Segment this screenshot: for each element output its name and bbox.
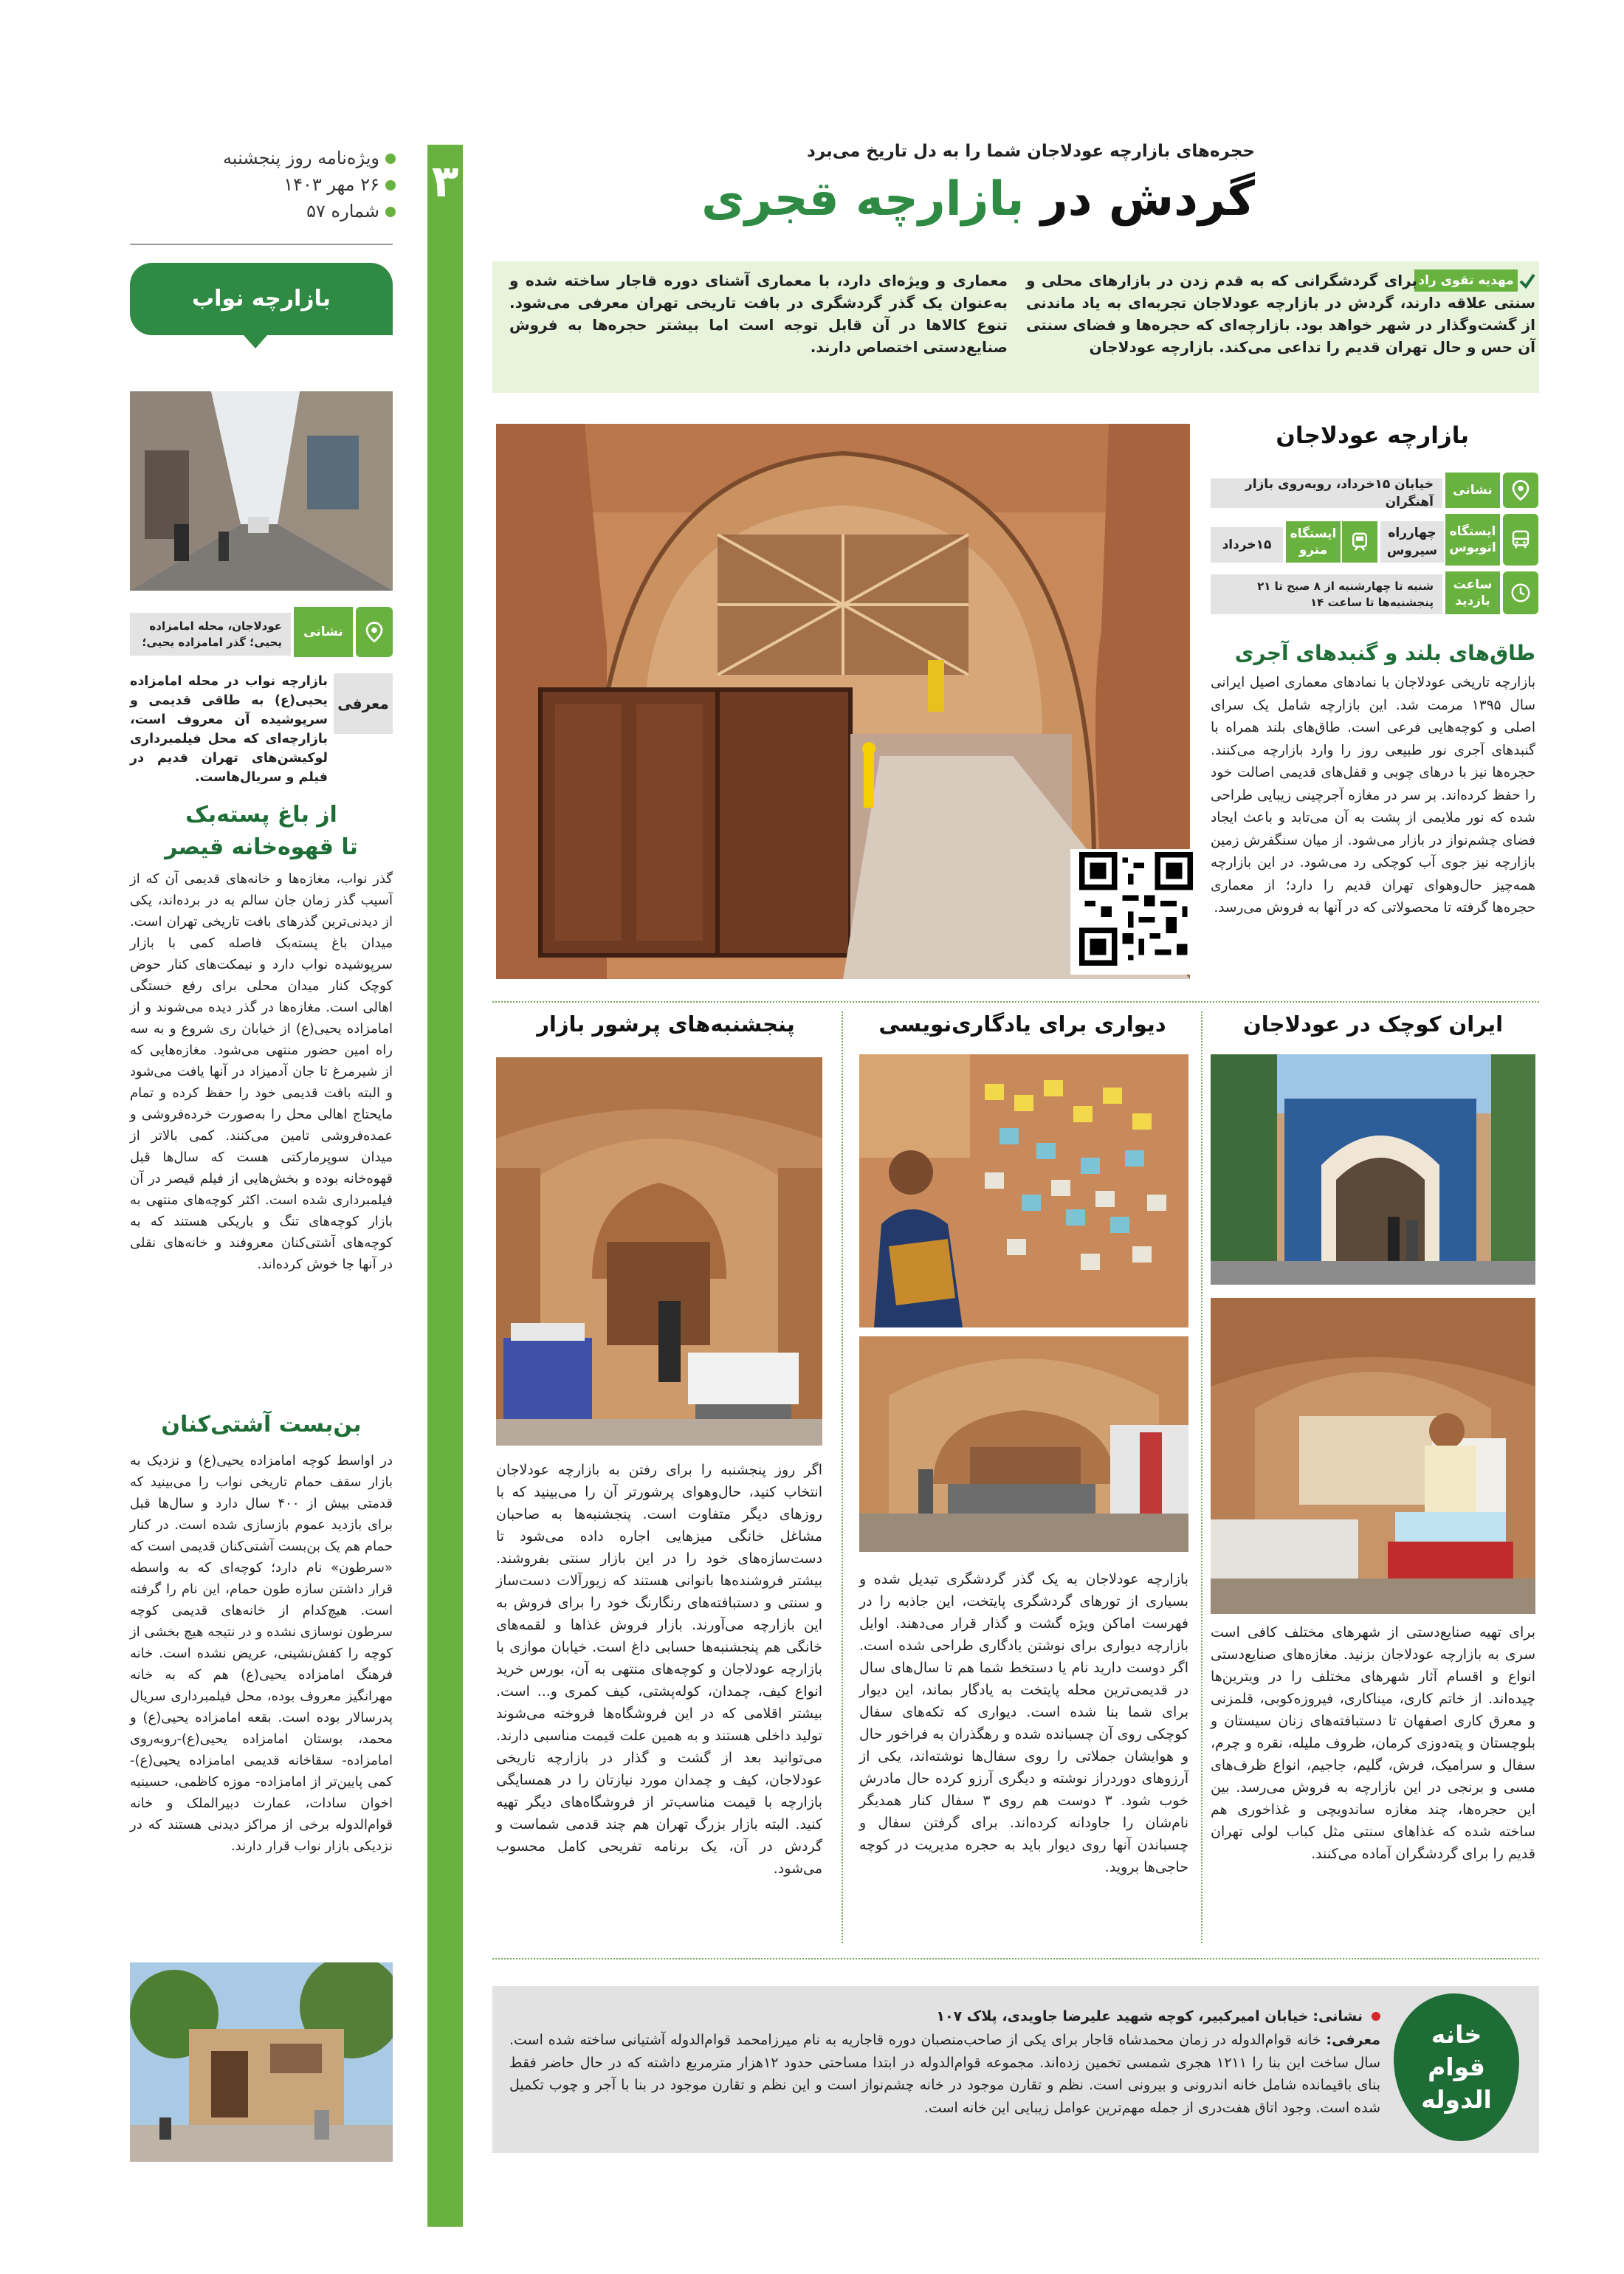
sidebar-heading-2: بن‌بست آشتی‌کنان bbox=[161, 1412, 362, 1437]
intro-text-right: برای گردشگرانی که به قدم زدن در بازارهای محلی و سنتی علاقه دارند، گردش در بازارچه عودلاجان تجربه‌ای به یاد ماندنی از گشت‌وگذار در شهر خواهد بود. بازارچه‌ای که حجره‌ها و فضای سنتی آن حس و حال تهران قدیم را تداعی می‌کند. بازارچه عودلاجان bbox=[1026, 272, 1535, 356]
header-kicker: حجره‌های بازارچه عودلاجان شما را به دل تاریخ می‌برد bbox=[807, 142, 1255, 161]
ghavam-house-photo bbox=[130, 1962, 393, 2162]
metro-station-label: ایستگاه مترو bbox=[1286, 521, 1341, 563]
column-2-title: دیواری برای یادگاری‌نویسی bbox=[878, 1011, 1166, 1037]
arches-text: بازارچه تاریخی عودلاجان با نمادهای معماری اصیل ایرانی سال ۱۳۹۵ مرمت شد. این بازارچه شامل یک سرای اصلی و کوچه‌هایی فرعی است. طاق‌های بلند همراه با گنبدهای آجری نور طبیعی روز را وارد بازارچه می‌کنند. حجره‌ها نیز با درهای چوبی و قفل‌های قدیمی اصالت خود را حفظ کرده‌اند. بر سر در مغازه آجرچینی زیبایی طراحی شده که نور ملایمی از پشت به آن می‌تابد و باعث ایجاد فضای چشم‌نواز در بازار می‌شود. از میان سنگفرش زمین بازارچه نیز جوی آب کوچکی رد می‌شود. در این بازارچه همه‌چیز حال‌وهوای تهران قدیم را دارد؛ از معماری حجره‌ها گرفته تا محصولاتی که در آنها به فروش می‌رسد. bbox=[1211, 675, 1536, 916]
address-label: نشانی bbox=[1445, 473, 1500, 508]
title-part-1: گردش در bbox=[1040, 172, 1255, 227]
column-1-title: ایران کوچک در عودلاجان bbox=[1242, 1011, 1504, 1037]
metro-icon bbox=[1342, 521, 1377, 563]
sidebar-banner: بازارچه نواب bbox=[130, 263, 393, 335]
column-separator bbox=[1201, 1011, 1202, 1943]
sidebar-heading-1 bbox=[130, 799, 393, 864]
sidebar-heading-1-line-2: تا قهوه‌خانه قیصر bbox=[165, 834, 358, 860]
page-title bbox=[517, 164, 1255, 235]
ghavam-badge-line-3: الدوله bbox=[1421, 2085, 1492, 2114]
ghavam-badge-line-1: خانه bbox=[1431, 2020, 1482, 2049]
oudlajan-title: بازارچه عودلاجان bbox=[1276, 422, 1469, 449]
address-value: خیابان ۱۵خرداد، روبه‌روی بازار آهنگران bbox=[1211, 478, 1442, 508]
column-3-photo bbox=[496, 1057, 822, 1446]
navab-street-photo bbox=[130, 391, 393, 591]
section-separator bbox=[492, 1958, 1539, 1959]
masthead-line-2: ۲۶ مهر ۱۴۰۳ bbox=[130, 171, 396, 198]
bus-icon bbox=[1503, 514, 1538, 566]
column-3-title: پنجشنبه‌های پرشور بازار bbox=[537, 1011, 795, 1037]
ghavam-intro-label: معرفی: bbox=[1326, 2032, 1380, 2048]
sidebar-location-icon bbox=[356, 607, 393, 657]
hours-value: شنبه تا چهارشنبه از ۸ صبح تا ۲۱ پنجشنبه‌ها تا ساعت ۱۴ bbox=[1211, 574, 1442, 614]
location-pin-icon bbox=[1503, 473, 1538, 508]
page-number: ۳ bbox=[427, 145, 463, 219]
ghavam-badge-line-2: قوام bbox=[1428, 2053, 1485, 2081]
red-bullet-icon bbox=[1372, 2012, 1380, 2021]
sidebar-body-2: در اواسط کوچه امامزاده یحیی(ع) و نزدیک به بازار سقف حمام تاریخی نواب را می‌بینید که قدمتی بیش از ۴۰۰ سال دارد و سال‌ها قبل برای بازدید عموم بازسازی شده است. در کنار حمام هم یک بن‌بست آشتی‌کنان قدیمی است که «سرطون» نام دارد؛ کوچه‌ای که به واسطه قرار داشتن سازه طون حمام، این نام را گرفته است. هیچ‌کدام از خانه‌های قدیمی کوچه سرطون نوسازی نشده و در نتیجه هیچ بخشی از کوچه را کفش‌نشینی، عریض نشده است. خانه فرهنگ امامزاده یحیی(ع) هم که به خانه مهرانگیز معروف بوده، محل فیلمبرداری سریال پدرسالار بوده است. بقعه امامزاده یحیی(ع) و محمد، بوستان امامزاده یحیی(ع)-روبه‌روی امامزاده- سقاخانه قدیمی امامزاده یحیی(ع)- کمی پایین‌تر از امامزاده- موزه کاظمی، حسینیه اخوان سادات، عمارت دبیرالملک و خانه قوام‌الدوله برخی از مراکز دیدنی هستند که در نزدیکی بازار نواب قرار دارند. bbox=[130, 1453, 393, 1854]
sidebar-heading-1-line-1: از باغ پسته‌بک bbox=[185, 802, 337, 828]
bus-stop-label: ایستگاه اتوبوس bbox=[1445, 514, 1500, 566]
ghavam-intro-text: خانه قوام‌الدوله در زمان محمدشاه قاجار برای یکی از صاحب‌منصبان دوره قاجاریه به نام میرزامحمد قوام‌الدوله آشتیانی ساخته شده است. سال ساخت این بنا را ۱۲۱۱ هجری شمسی تخمین زده‌اند. مجموعه قوام‌الدوله در ابتدا مساحتی حدود ۱۲هزار مترمربع داشته که در حال حاضر فقط بنای باقیمانده شامل خانه اندرونی و بیرونی است. نظم و تقارن موجود در خانه چشم‌نواز است و این نظم و تقارن موجود در بنا با آجر و چوب تکمیل شده است. وجود اتاق هفت‌دری از جمله مهم‌ترین عوامل زیبایی این خانه است. bbox=[509, 2032, 1380, 2116]
sidebar-intro-text: بازارچه نواب در محله امامزاده یحیی(ع) به طاقی قدیمی و سرپوشیده آن معروف است، بازارچه‌ای که محل فیلمبرداری لوکیشن‌های تهران قدیم در فیلم و سریال‌هاست. bbox=[130, 674, 328, 785]
sidebar-intro-label: معرفی bbox=[334, 673, 393, 734]
page-divider-strip bbox=[427, 145, 463, 2227]
masthead-line-3: شماره ۵۷ bbox=[130, 198, 396, 224]
ghavam-intro bbox=[509, 2029, 1380, 2119]
intro-text-left: معماری و ویژه‌ای دارد، با معماری آشنای دوره قاجار ساخته شده و به‌عنوان یک گذر گردشگری در بافت تاریخی تهران معرفی می‌شود. تنوع کالاها در آن قابل توجه است اما بیشتر حجره‌ها به فروش صنایع‌دستی اختصاص دارند. bbox=[509, 272, 1008, 356]
column-3-text: اگر روز پنجشنبه را برای رفتن به بازارچه عودلاجان انتخاب کنید، حال‌وهوای پرشورتر آن را می‌بینید که با روزهای دیگر متفاوت است. پنجشنبه‌ها به صاحبان مشاغل خانگی میزهایی اجاره داده می‌شود تا دست‌سازه‌های خود را در این بازار سنتی بفروشند. بیشتر فروشنده‌ها بانوانی هستند که زیورآلات دست‌ساز و سنتی و دستبافته‌های رنگارنگ خود را برای فروش به این بازارچه می‌آورند. بازار فروش غذاها و لقمه‌های خانگی هم پنجشنبه‌ها حسابی داغ است. خیابان موازی با بازارچه عودلاجان و کوچه‌های منتهی به آن، بورس خرید انواع کیف، چمدان، کوله‌پشتی، کیف کمری و... است. بیشتر اقلامی که در این فروشگاه‌ها فروخته می‌شوند تولید داخلی هستند و به همین علت قیمت مناسبی دارند. می‌توانید بعد از گشت و گذار در بازارچه تاریخی عودلاجان، کیف و چمدان مورد نیازتان را در همسایگی بازارچه با قیمت مناسب‌تر از فروشگاه‌های دیگر تهیه کنید. البته بازار بزرگ تهران هم چند قدمی شماست و گردش در آن، یک برنامه تفریحی کامل محسوب می‌شود. bbox=[496, 1462, 822, 1877]
ghavam-address-label: نشانی: bbox=[1312, 2008, 1363, 2024]
column-2-text: بازارچه عودلاجان به یک گذر گردشگری تبدیل شده و بسیاری از تورهای گردشگری پایتخت، این جاذبه را در فهرست اماکن ویژه گشت و گذار قرار می‌دهند. اوایل بازارچه دیواری برای نوشتن یادگاری طراحی شده است. اگر دوست دارید نام یا دستخط شما هم تا سال‌های سال در قدیمی‌ترین محله پایتخت به یادگار بماند، این دیوار برای شما بنا شده است. دیواری که تکه‌های سفال کوچکی روی آن چسبانده شده و رهگذران به فراخور حال و هوایشان جملاتی را روی سفال‌ها نوشته‌اند، یکی از آرزوهای دوردراز نوشته و دیگری آرزو کرده حال مادرش خوب شود. ۳ دوست هم روی ۳ سفال کنار همدیگر نام‌شان را جاودانه کرده‌اند. برای گرفتن سفال و چسباندن آنها روی دیوار باید به حجره مدیریت در کوچه حاجی‌ها بروید. bbox=[859, 1571, 1188, 1875]
sidebar-address-label: نشانی bbox=[294, 607, 353, 657]
title-part-2: بازارچه قجری bbox=[701, 172, 1025, 227]
bus-stop-value: چهارراه سیروس bbox=[1380, 521, 1444, 563]
ghavam-address bbox=[509, 2005, 1380, 2027]
clock-icon bbox=[1503, 571, 1538, 614]
sidebar-address-value: عودلاجان، محله امامزاده یحیی؛ گذر امامزاده یحیی؛ bbox=[130, 613, 291, 656]
qr-code bbox=[1070, 849, 1196, 975]
metro-station-value: ۱۵خرداد bbox=[1211, 527, 1283, 563]
hours-label: ساعت بازدید bbox=[1445, 571, 1500, 614]
ghavam-address-text: خیابان امیرکبیر، کوچه شهید علیرضا جاویدی، پلاک ۱۰۷ bbox=[936, 2008, 1309, 2024]
column-1-photo-top bbox=[1211, 1054, 1535, 1285]
arches-heading: طاق‌های بلند و گنبدهای آجری bbox=[1234, 641, 1535, 665]
column-2-photo-top bbox=[859, 1054, 1188, 1327]
masthead-line-1: ویژه‌نامه روز پنجشنبه bbox=[130, 145, 396, 171]
masthead bbox=[130, 145, 396, 224]
sidebar-body-1: گذر نواب، مغازه‌ها و خانه‌های قدیمی آن که از آسیب گذر زمان جان سالم به در برده‌اند، یکی از دیدنی‌ترین گذرهای بافت تاریخی تهران است. میدان باغ پسته‌بک فاصله کمی با بازار سرپوشیده نواب دارد و نیمکت‌های کنار حوض کوچک کنار میدان محلی برای رفع خستگی اهالی است. مغازه‌ها در گذر دیده می‌شوند و از امامزاده یحیی(ع) از خیابان ری شروع و به سه راه امین حضور منتهی می‌شود. مغازه‌هایی که از شیرمرغ تا جان آدمیزاد در آنها یافت می‌شود و البته بافت قدیمی خود را حفظ کرده و تمام مایحتاج اهالی محل را به‌صورت خرده‌فروشی و عمده‌فروشی تامین می‌کنند. کمی بالاتر از میدان سوپرمارکتی هست که سال‌ها قبل قهوه‌خانه بوده و بخش‌هایی از فیلم قیصر در آن فیلمبرداری شده است. اکثر کوچه‌های منتهی به بازار کوچه‌های تنگ و باریکی هستند که به کوچه‌های آشتی‌کنان معروفند و خانه‌های نقلی در آنها جا خوش کرده‌اند. bbox=[130, 871, 393, 1272]
column-2-photo-bottom bbox=[859, 1336, 1188, 1552]
section-separator bbox=[492, 1001, 1539, 1003]
masthead-rule bbox=[130, 244, 393, 245]
column-1-text: برای تهیه صنایع‌دستی از شهرهای مختلف کافی است سری به بازارچه عودلاجان بزنید. مغازه‌های صنایع‌دستی انواع و اقسام آثار شهرهای مختلف را در ویترین‌ها چیده‌اند. از خاتم کاری، میناکاری، فیروزه‌کوبی، قلمزنی و معرق کاری اصفهان تا دستبافته‌های زنان سیستان و بلوچستان و پته‌دوزی کرمان، ظروف ملیله، نقره و چرم، سفال و سرامیک، فرش، گلیم، جاجیم، انواع ظرف‌های مسی و برنجی در این بازارچه به فروش می‌رسد. بین این حجره‌ها، چند مغازه ساندویچی و غذاخوری هم ساخته شده که غذاهای سنتی مثل کباب لولی تهران قدیم را برای گردشگران آماده می‌کنند. bbox=[1211, 1624, 1535, 1862]
intro-author-tag: مهدیه تقوی راد bbox=[1414, 269, 1518, 292]
sidebar-banner-tail bbox=[244, 335, 267, 348]
column-separator bbox=[842, 1011, 843, 1943]
column-1-photo-bottom bbox=[1211, 1298, 1535, 1614]
